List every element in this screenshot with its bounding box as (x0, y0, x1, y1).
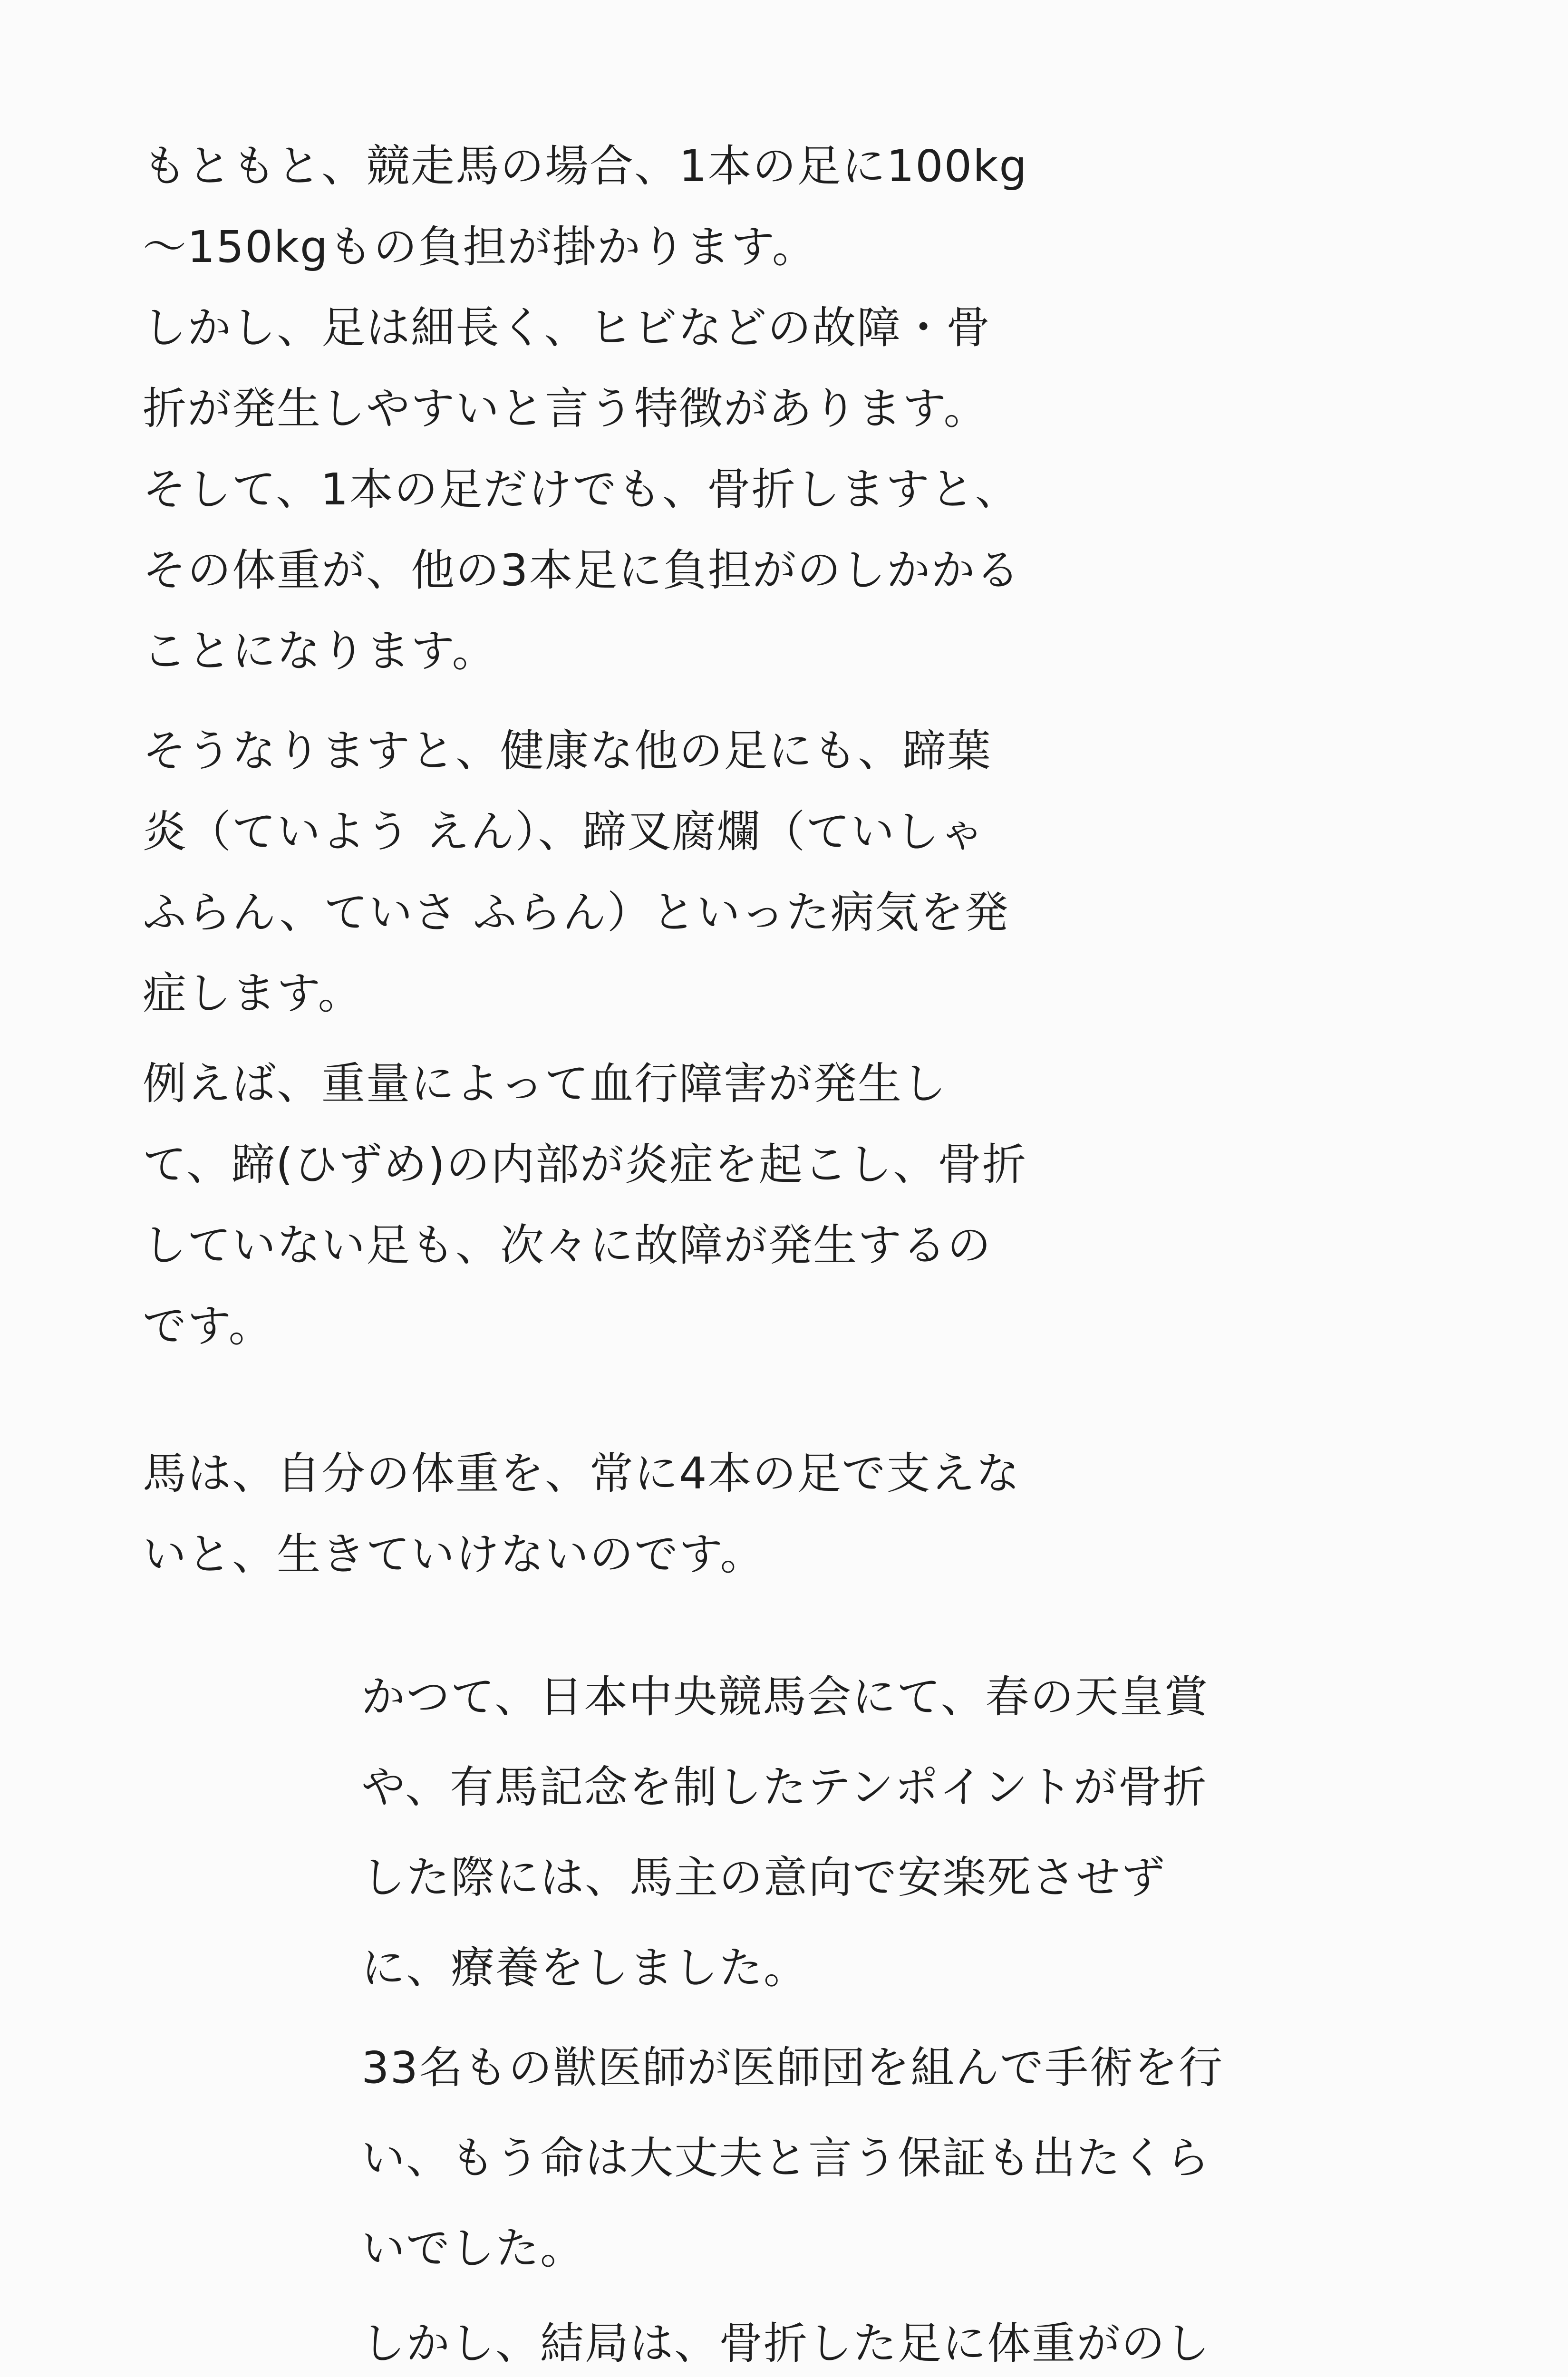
quote-line: かつて、日本中央競馬会にて、春の天皇賞 (361, 1672, 1209, 1722)
text-line: いと、生きていけないのです。 (143, 1529, 765, 1580)
text-line: ふらん、ていさ ふらん）といった病気を発 (143, 887, 1009, 938)
text-line: そして、1本の足だけでも、骨折しますと、 (143, 464, 1020, 515)
quote-line: した際には、馬主の意向で安楽死させず (361, 1852, 1166, 1903)
text-line: 折が発生しやすいと言う特徴があります。 (143, 383, 988, 434)
quote-line: に、療養をしました。 (361, 1942, 809, 1993)
text-line: 症します。 (143, 968, 363, 1019)
quote-line: いでした。 (361, 2223, 585, 2274)
quote-line: や、有馬記念を制したテンポイントが骨折 (361, 1762, 1208, 1813)
text-line: 炎（ていよう えん）、蹄叉腐爛（ていしゃ (143, 806, 985, 857)
quote-line: しかし、結局は、骨折した足に体重がのし (361, 2318, 1211, 2369)
text-line: て、蹄(ひずめ)の内部が炎症を起こし、骨折 (143, 1139, 1027, 1190)
text-line: その体重が、他の3本足に負担がのしかかる (143, 545, 1021, 596)
text-line: しかし、足は細長く、ヒビなどの故障・骨 (143, 302, 991, 353)
text-line: 馬は、自分の体重を、常に4本の足で支えな (143, 1448, 1021, 1499)
text-line: 〜150kgもの負担が掛かります。 (143, 222, 817, 272)
text-line: していない足も、次々に故障が発生するの (143, 1220, 992, 1271)
text-line: です。 (143, 1301, 273, 1352)
text-line: もともと、競走馬の場合、1本の足に100kg (143, 141, 1028, 192)
quote-line: い、もう命は大丈夫と言う保証も出たくら (361, 2133, 1211, 2184)
text-line: ことになります。 (143, 626, 497, 676)
text-line: 例えば、重量によって血行障害が発生し (143, 1058, 948, 1109)
quote-line: 33名もの獣医師が医師団を組んで手術を行 (361, 2042, 1224, 2093)
text-line: そうなりますと、健康な他の足にも、蹄葉 (143, 725, 992, 776)
